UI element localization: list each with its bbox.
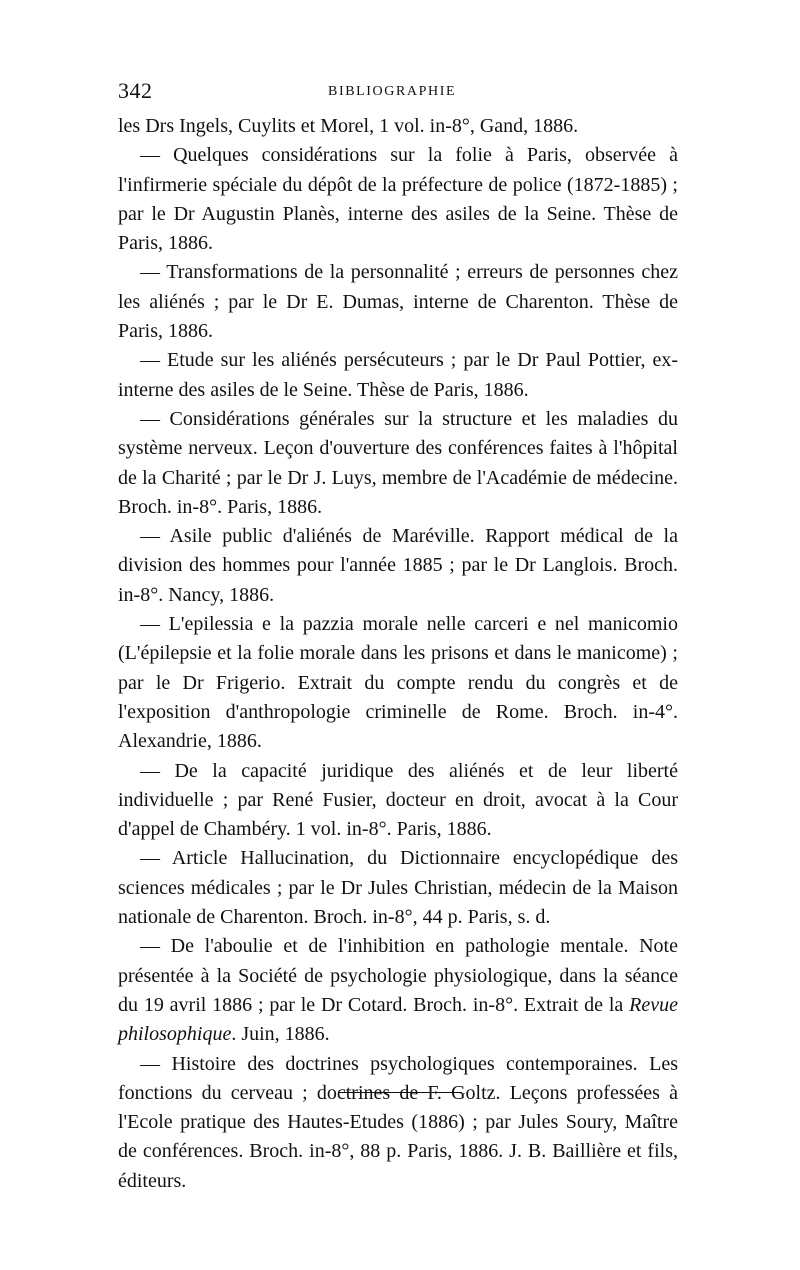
bibliography-entry: — Histoire des doctrines psychologiques contemporaines. Les fonctions du cerveau ; doctrines de F. Goltz. Leçons professées à l'Ecole pratique des Hautes-Etudes (1886) ; par Jules Soury, Maître de conférences. Broch. in-8°, 88 p. Paris, 1886. J. B. Baillière et fils, éditeurs.	[118, 1052, 678, 1192]
book-page	[118, 78, 678, 1196]
bibliography-entry: — De la capacité juridique des aliénés et de leur liberté individuelle ; par René Fusier, docteur en droit, avocat à la Cour d'appel de Chambéry. 1 vol. in-8°. Paris, 1886.	[118, 759, 678, 841]
bibliography-entry: — Asile public d'aliénés de Maréville. Rapport médical de la division des hommes pour l'année 1885 ; par le Dr Langlois. Broch. in-8°. Nancy, 1886.	[118, 525, 678, 606]
bibliography-entry: — Considérations générales sur la structure et les maladies du système nerveux. Leçon d'ouverture des conférences faites à l'hôpital de la Charité ; par le Dr J. Luys, membre de l'Académie de médecine. Broch. in-8°. Paris, 1886.	[118, 407, 678, 518]
bibliography-entry: les Drs Ingels, Cuylits et Morel, 1 vol. in-8°, Gand, 1886.	[118, 115, 579, 137]
bibliography-entry: — Quelques considérations sur la folie à Paris, observée à l'infirmerie spéciale du dépôt de la préfecture de police (1872-1885) ; par le Dr Augustin Planès, interne des asiles de la Seine. Thèse de Paris, 1886.	[118, 144, 678, 255]
bibliography-entry: — L'epilessia e la pazzia morale nelle carceri e nel manicomio (L'épilepsie et la folie morale dans les prisons et dans le manicome) ; par le Dr Frigerio. Extrait du compte rendu du congrès et de l'exposition d'anthropologie criminelle de Rome. Broch. in-4°. Alexandrie, 1886.	[118, 613, 678, 753]
bibliography-entry: — Article Hallucination, du Dictionnaire encyclopédique des sciences médicales ; par le Dr Jules Christian, médecin de la Maison nationale de Charenton. Broch. in-8°, 44 p. Paris, s. d.	[118, 847, 678, 929]
bibliography-entry	[118, 932, 678, 1049]
entry-text: — De l'aboulie et de l'inhibition en pathologie mentale. Note présentée à la Société de psychologie physiologique, dans la séance du 19 avril 1886 ; par le Dr Cotard. Broch. in-8°. Extrait de la	[118, 935, 678, 1016]
bibliography-entries	[118, 112, 678, 1196]
bibliography-entry: — Etude sur les aliénés persécuteurs ; par le Dr Paul Pottier, ex-interne des asiles de le Seine. Thèse de Paris, 1886.	[118, 349, 678, 401]
running-head	[118, 78, 678, 112]
bibliography-entry: — Transformations de la personnalité ; erreurs de personnes chez les aliénés ; par le Dr E. Dumas, interne de Charenton. Thèse de Paris, 1886.	[118, 261, 678, 343]
section-title: BIBLIOGRAPHIE	[328, 84, 457, 99]
closing-rule	[338, 1092, 462, 1093]
page-number: 342	[118, 78, 153, 103]
entry-text: . Juin, 1886.	[231, 1023, 330, 1046]
journal-title: Revue philosophique	[118, 993, 678, 1046]
